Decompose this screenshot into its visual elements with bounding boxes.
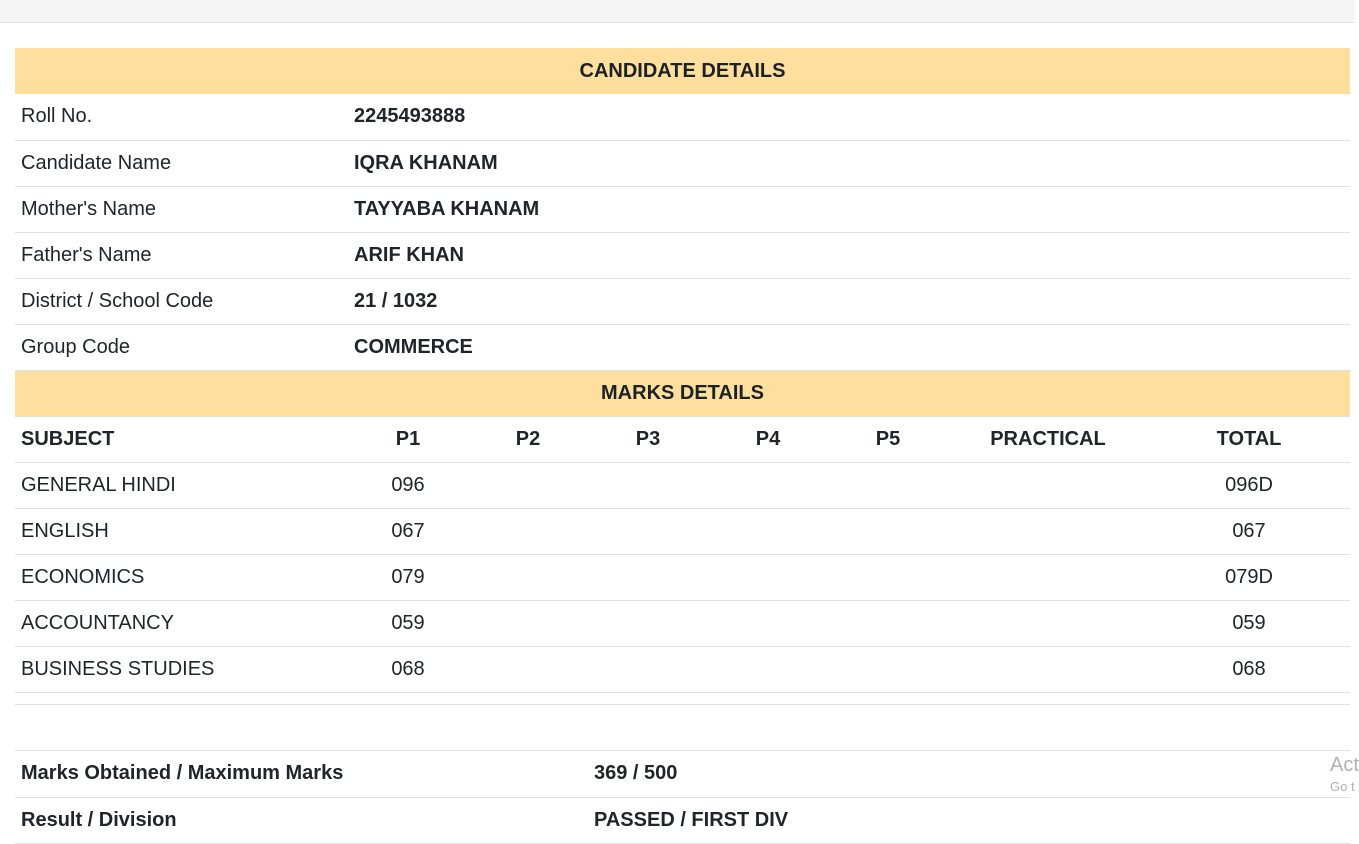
p3-cell [588,555,708,601]
candidate-details-table [15,48,1350,371]
p1-cell: 079 [348,555,468,601]
p3-cell [588,647,708,693]
group-code-value: COMMERCE [348,324,1350,370]
total-cell: 096D [1148,463,1350,509]
subject-cell: ECONOMICS [15,555,348,601]
watermark-line-2: Go t [1330,779,1355,794]
father-name-row [15,232,1350,278]
marks-details-title: MARKS DETAILS [15,371,1350,417]
column-header-subject: SUBJECT [15,417,348,463]
table-row [15,647,1350,693]
roll-no-value: 2245493888 [348,94,1350,140]
table-spacer-row [15,693,1350,705]
column-header-practical: PRACTICAL [948,417,1148,463]
p5-cell [828,647,948,693]
windows-activation-watermark [1330,754,1359,798]
candidate-name-label: Candidate Name [15,140,348,186]
total-cell: 079D [1148,555,1350,601]
district-school-code-row [15,278,1350,324]
practical-cell [948,555,1148,601]
mother-name-value: TAYYABA KHANAM [348,186,1350,232]
practical-cell [948,601,1148,647]
p2-cell [468,555,588,601]
p4-cell [708,509,828,555]
candidate-details-title: CANDIDATE DETAILS [15,48,1350,94]
result-container [15,48,1350,844]
column-header-p1: P1 [348,417,468,463]
roll-no-row [15,94,1350,140]
district-school-code-value: 21 / 1032 [348,278,1350,324]
browser-top-bar [0,0,1355,23]
column-header-p4: P4 [708,417,828,463]
p1-cell: 059 [348,601,468,647]
result-summary-table [15,751,1350,844]
p4-cell [708,601,828,647]
p4-cell [708,647,828,693]
p1-cell: 067 [348,509,468,555]
p4-cell [708,463,828,509]
marks-column-headers [15,417,1350,463]
p2-cell [468,647,588,693]
total-cell: 059 [1148,601,1350,647]
subject-cell: GENERAL HINDI [15,463,348,509]
candidate-name-row [15,140,1350,186]
practical-cell [948,509,1148,555]
p3-cell [588,509,708,555]
father-name-label: Father's Name [15,232,348,278]
table-row [15,555,1350,601]
practical-cell [948,647,1148,693]
p1-cell: 096 [348,463,468,509]
table-row [15,601,1350,647]
result-division-row [15,797,1350,843]
mother-name-row [15,186,1350,232]
group-code-row [15,324,1350,370]
subject-cell: ENGLISH [15,509,348,555]
column-header-p3: P3 [588,417,708,463]
p2-cell [468,463,588,509]
candidate-name-value: IQRA KHANAM [348,140,1350,186]
mother-name-label: Mother's Name [15,186,348,232]
column-header-p2: P2 [468,417,588,463]
p1-cell: 068 [348,647,468,693]
marks-obtained-row [15,751,1350,797]
marks-details-table [15,371,1350,706]
table-row [15,463,1350,509]
group-code-label: Group Code [15,324,348,370]
p2-cell [468,601,588,647]
column-header-total: TOTAL [1148,417,1350,463]
marks-obtained-value: 369 / 500 [588,751,1350,797]
total-cell: 068 [1148,647,1350,693]
result-division-label: Result / Division [15,797,588,843]
total-cell: 067 [1148,509,1350,555]
subject-cell: ACCOUNTANCY [15,601,348,647]
result-division-value: PASSED / FIRST DIV [588,797,1350,843]
table-row [15,509,1350,555]
watermark-line-1: Act [1330,754,1359,776]
district-school-code-label: District / School Code [15,278,348,324]
practical-cell [948,463,1148,509]
section-gap [15,705,1350,751]
candidate-details-header [15,48,1350,94]
father-name-value: ARIF KHAN [348,232,1350,278]
p4-cell [708,555,828,601]
p3-cell [588,463,708,509]
marks-obtained-label: Marks Obtained / Maximum Marks [15,751,588,797]
p2-cell [468,509,588,555]
column-header-p5: P5 [828,417,948,463]
subject-cell: BUSINESS STUDIES [15,647,348,693]
p5-cell [828,463,948,509]
p5-cell [828,601,948,647]
roll-no-label: Roll No. [15,94,348,140]
marks-details-header [15,371,1350,417]
p5-cell [828,509,948,555]
p5-cell [828,555,948,601]
p3-cell [588,601,708,647]
